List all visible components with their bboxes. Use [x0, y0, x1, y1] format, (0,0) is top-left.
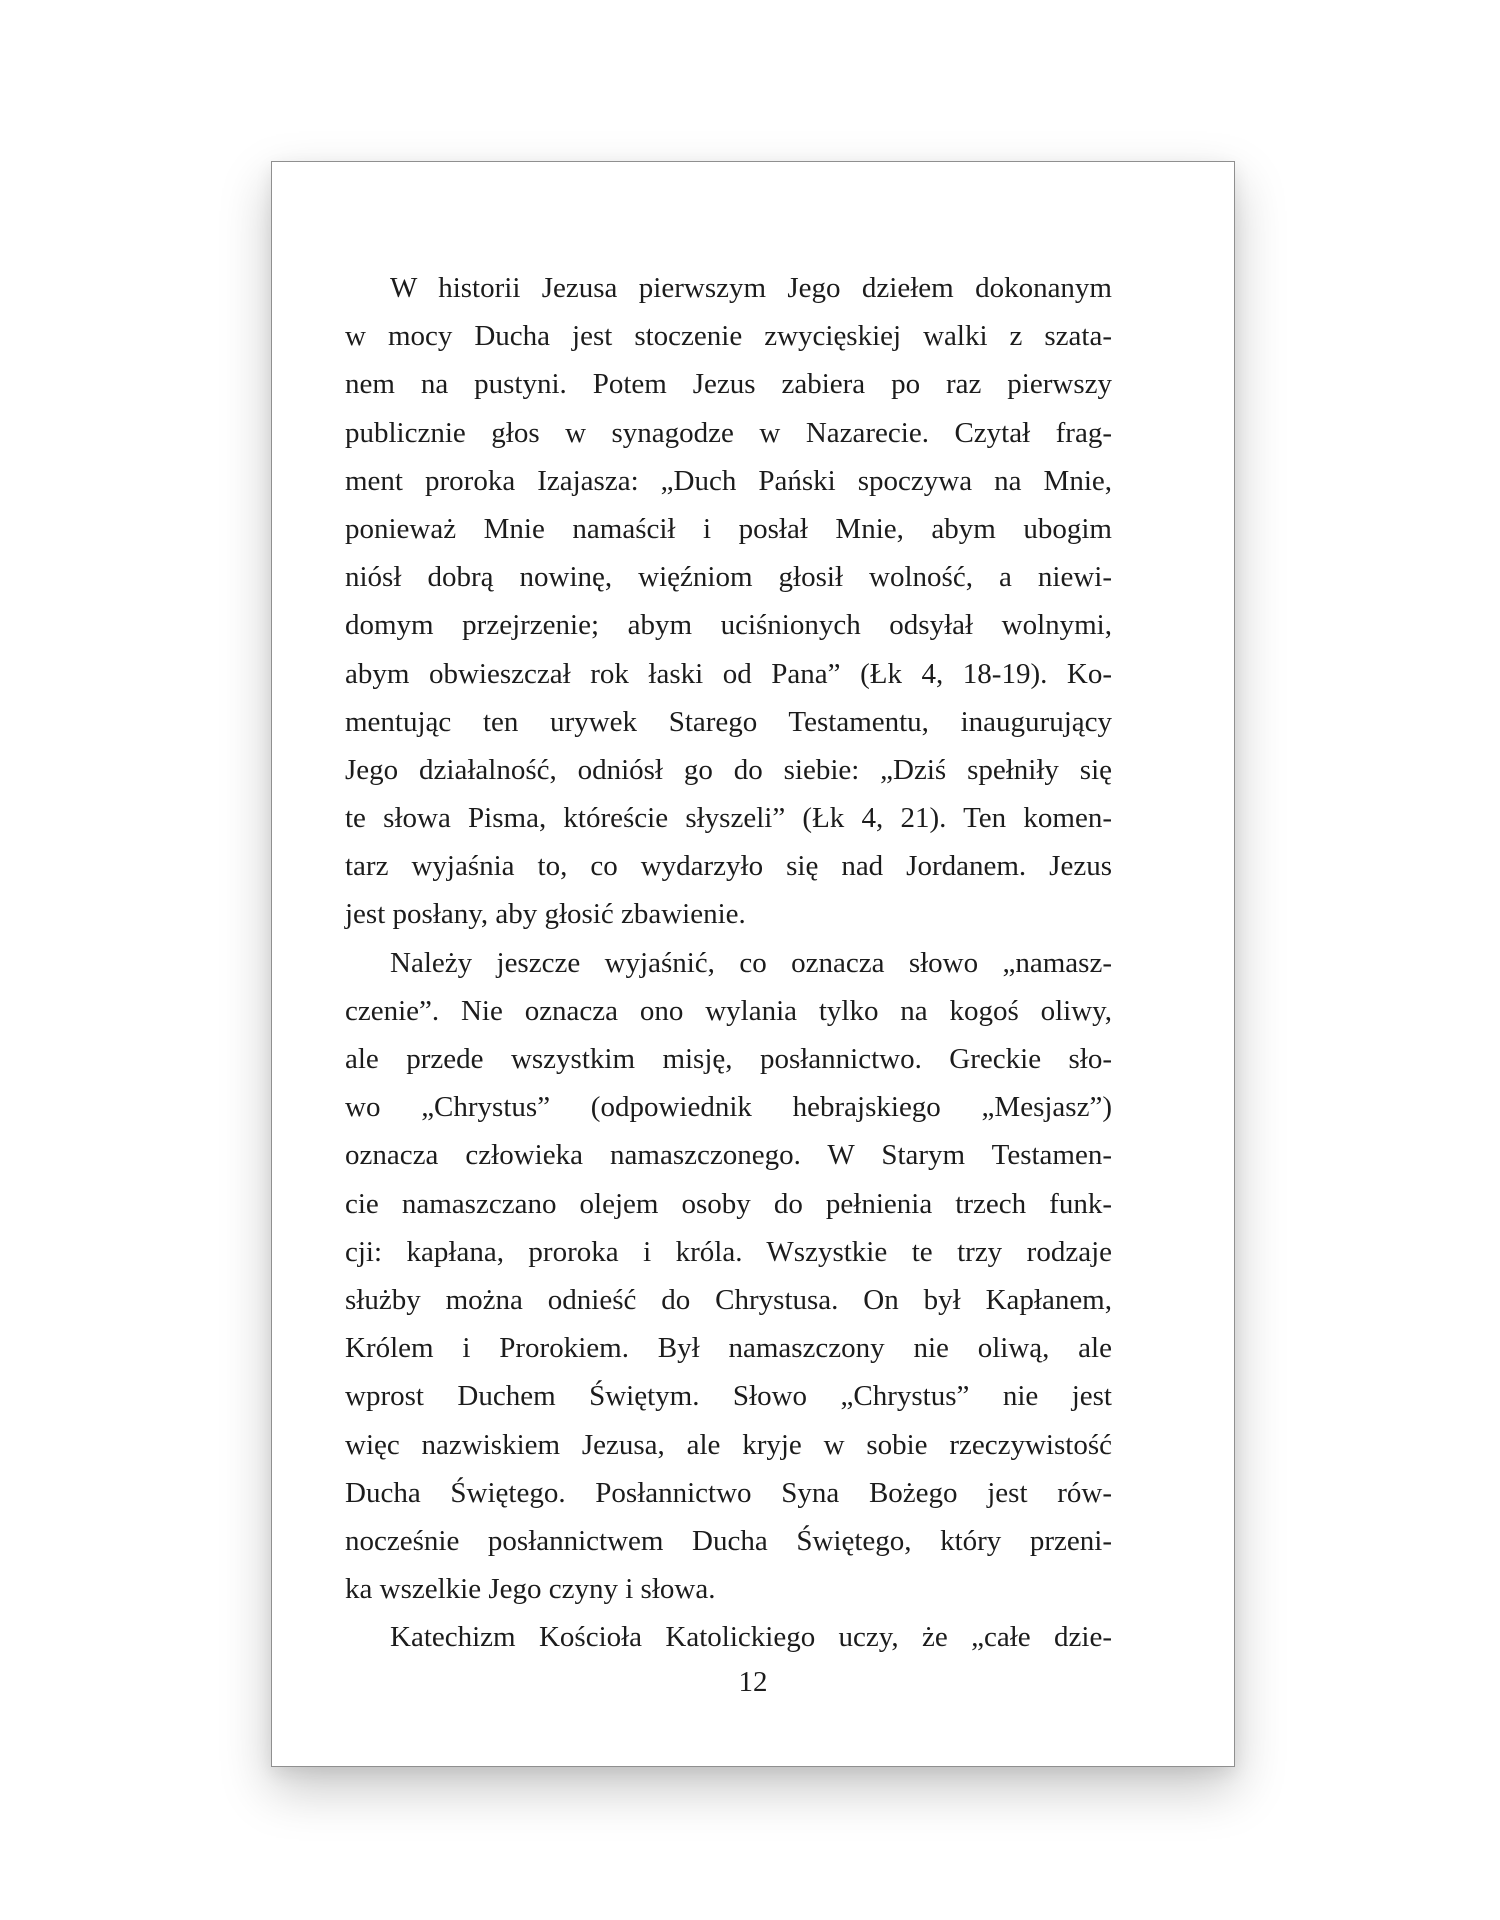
text-line: nocześnie posłannictwem Ducha Świętego, który przeni-: [345, 1524, 1112, 1557]
text-line: w mocy Ducha jest stoczenie zwycięskiej walki z szata-: [345, 320, 1112, 353]
text-line: wprost Duchem Świętym. Słowo „Chrystus” nie jest: [345, 1380, 1112, 1413]
text-line: służby można odnieść do Chrystusa. On był Kapłanem,: [345, 1283, 1112, 1316]
text-line: ment proroka Izajasza: „Duch Pański spoczywa na Mnie,: [345, 464, 1112, 497]
text-line: Ducha Świętego. Posłannictwo Syna Bożego jest rów-: [345, 1476, 1112, 1509]
paragraph: [345, 1613, 1112, 1661]
text-line: jest posłany, aby głosić zbawienie.: [345, 898, 746, 931]
text-line: Należy jeszcze wyjaśnić, co oznacza słowo „namasz-: [390, 946, 1112, 979]
body-text: [345, 264, 1112, 1661]
page-number: 12: [738, 1666, 768, 1698]
text-line: W historii Jezusa pierwszym Jego dziełem dokonanym: [390, 272, 1112, 304]
text-line: te słowa Pisma, któreście słyszeli” (Łk 4, 21). Ten komen-: [345, 802, 1112, 835]
text-line: nem na pustyni. Potem Jezus zabiera po raz pierwszy: [345, 368, 1112, 401]
text-line: abym obwieszczał rok łaski od Pana” (Łk 4, 18-19). Ko-: [345, 657, 1112, 690]
text-line: Katechizm Kościoła Katolickiego uczy, że „całe dzie-: [390, 1621, 1112, 1654]
text-line: mentując ten urywek Starego Testamentu, inaugurujący: [345, 705, 1112, 738]
text-line: Jego działalność, odniósł go do siebie: „Dziś spełniły się: [345, 753, 1112, 786]
text-line: ale przede wszystkim misję, posłannictwo. Greckie sło-: [345, 1043, 1112, 1075]
text-line: tarz wyjaśnia to, co wydarzyło się nad Jordanem. Jezus: [345, 850, 1112, 883]
text-line: czenie”. Nie oznacza ono wylania tylko na kogoś oliwy,: [345, 994, 1112, 1027]
text-line: więc nazwiskiem Jezusa, ale kryje w sobie rzeczywistość: [345, 1428, 1112, 1461]
text-line: oznacza człowieka namaszczonego. W Starym Testamen-: [345, 1139, 1112, 1172]
text-line: cie namaszczano olejem osoby do pełnienia trzech funk-: [345, 1187, 1112, 1220]
text-line: cji: kapłana, proroka i króla. Wszystkie te trzy rodzaje: [345, 1235, 1112, 1268]
text-line: niósł dobrą nowinę, więźniom głosił wolność, a niewi-: [345, 561, 1112, 594]
text-line: wo „Chrystus” (odpowiednik hebrajskiego „Mesjasz”): [345, 1091, 1112, 1124]
text-line: ponieważ Mnie namaścił i posłał Mnie, abym ubogim: [345, 512, 1112, 545]
text-line: Królem i Prorokiem. Był namaszczony nie oliwą, ale: [345, 1332, 1112, 1365]
text-line: ka wszelkie Jego czyny i słowa.: [345, 1573, 716, 1606]
paragraph: [345, 939, 1112, 1614]
text-line: domym przejrzenie; abym uciśnionych odsyłał wolnymi,: [345, 609, 1112, 642]
paragraph: [345, 264, 1112, 939]
book-page: [271, 161, 1235, 1767]
text-line: publicznie głos w synagodze w Nazarecie. Czytał frag-: [345, 416, 1112, 449]
